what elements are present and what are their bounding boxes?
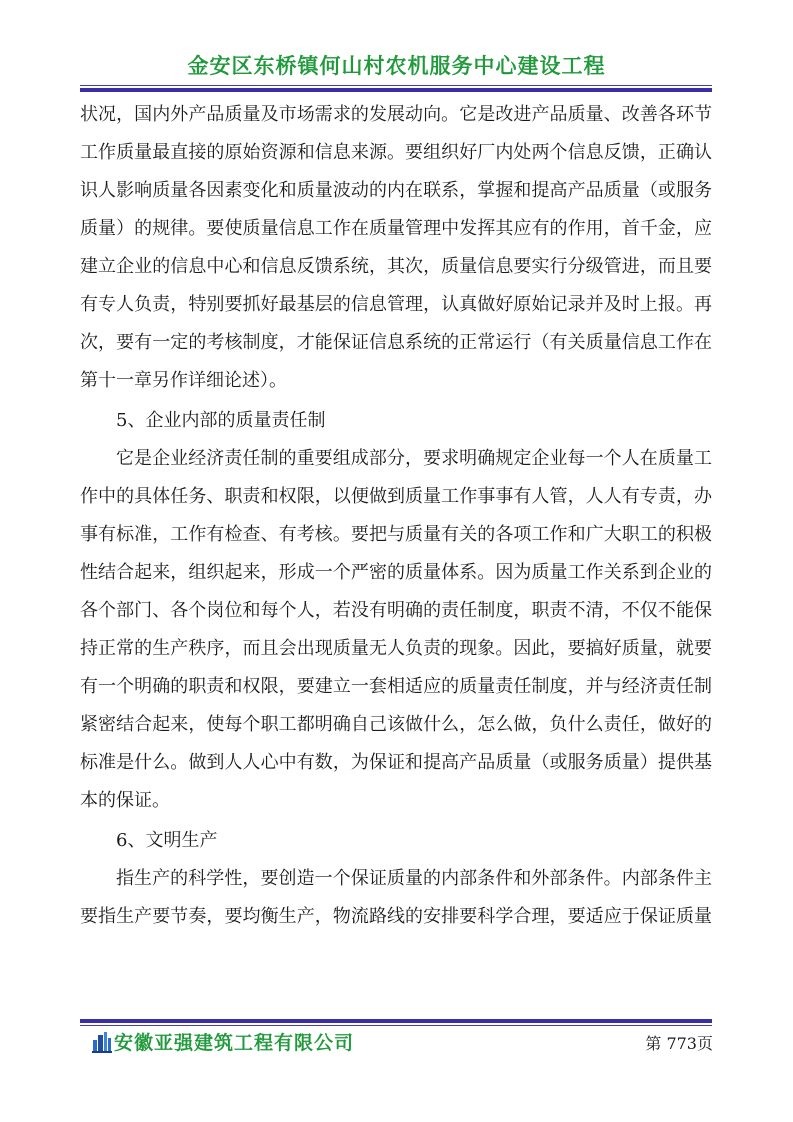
text-line: 状况，国内外产品质量及市场需求的发展动向。它是改进产品质量、改善各环节	[80, 104, 712, 125]
text-line: 识人影响质量各因素变化和质量波动的内在联系，掌握和提高产品质量（或服务	[80, 180, 712, 201]
text-line: 紧密结合起来，使每个职工都明确自己该做什么，怎么做，负什么责任，做好的	[80, 714, 712, 735]
section-heading-6: 6、文明生产	[116, 830, 218, 851]
paragraph-quality-info	[80, 96, 712, 400]
text-line: 指生产的科学性，要创造一个保证质量的内部条件和外部条件。内部条件主	[116, 868, 712, 889]
text-line: 它是企业经济责任制的重要组成部分，要求明确规定企业每一个人在质量工	[116, 448, 712, 469]
text-line: 事有标准，工作有检查、有考核。要把与质量有关的各项工作和广大职工的积极	[80, 524, 712, 545]
paragraph-responsibility-system	[80, 440, 712, 820]
document-body	[80, 96, 712, 936]
footer-page-number: 第 773页	[645, 1034, 713, 1053]
text-line: 本的保证。	[80, 790, 170, 811]
header-rule-thick	[80, 88, 712, 92]
text-line: 建立企业的信息中心和信息反馈系统，其次，质量信息要实行分级管进，而且要	[80, 256, 712, 277]
text-line: 有一个明确的职责和权限，要建立一套相适应的质量责任制度，并与经济责任制	[80, 676, 712, 697]
page-header-title: 金安区东桥镇何山村农机服务中心建设工程	[187, 54, 606, 78]
section-heading-5: 5、企业内部的质量责任制	[116, 410, 326, 431]
text-line: 各个部门、各个岗位和每个人，若没有明确的责任制度，职责不清，不仅不能保	[80, 600, 712, 621]
text-line: 质量）的规律。要使质量信息工作在质量管理中发挥其应有的作用，首千金，应	[80, 218, 712, 239]
header-rule-thin	[80, 85, 712, 86]
paragraph-civilized-production	[80, 860, 712, 936]
footer-rule-thick	[80, 1019, 712, 1023]
text-line: 作中的具体任务、职责和权限，以便做到质量工作事事有人管，人人有专责，办	[80, 486, 712, 507]
text-line: 第十一章另作详细论述）。	[80, 370, 287, 391]
footer-rule-thin	[80, 1025, 712, 1026]
building-logo-icon	[92, 1031, 112, 1053]
text-line: 工作质量最直接的原始资源和信息来源。要组织好厂内处两个信息反馈，正确认	[80, 142, 712, 163]
text-line: 标准是什么。做到人人心中有数，为保证和提高产品质量（或服务质量）提供基	[80, 752, 712, 773]
text-line: 要指生产要节奏，要均衡生产，物流路线的安排要科学合理，要适应于保证质量	[80, 906, 712, 927]
text-line: 有专人负责，特别要抓好最基层的信息管理，认真做好原始记录并及时上报。再	[80, 294, 712, 315]
text-line: 性结合起来，组织起来，形成一个严密的质量体系。因为质量工作关系到企业的	[80, 562, 712, 583]
text-line: 持正常的生产秩序，而且会出现质量无人负责的现象。因此，要搞好质量，就要	[80, 638, 712, 659]
text-line: 次，要有一定的考核制度，才能保证信息系统的正常运行（有关质量信息工作在	[80, 332, 712, 353]
footer-company-name: 安徽亚强建筑工程有限公司	[114, 1032, 355, 1054]
